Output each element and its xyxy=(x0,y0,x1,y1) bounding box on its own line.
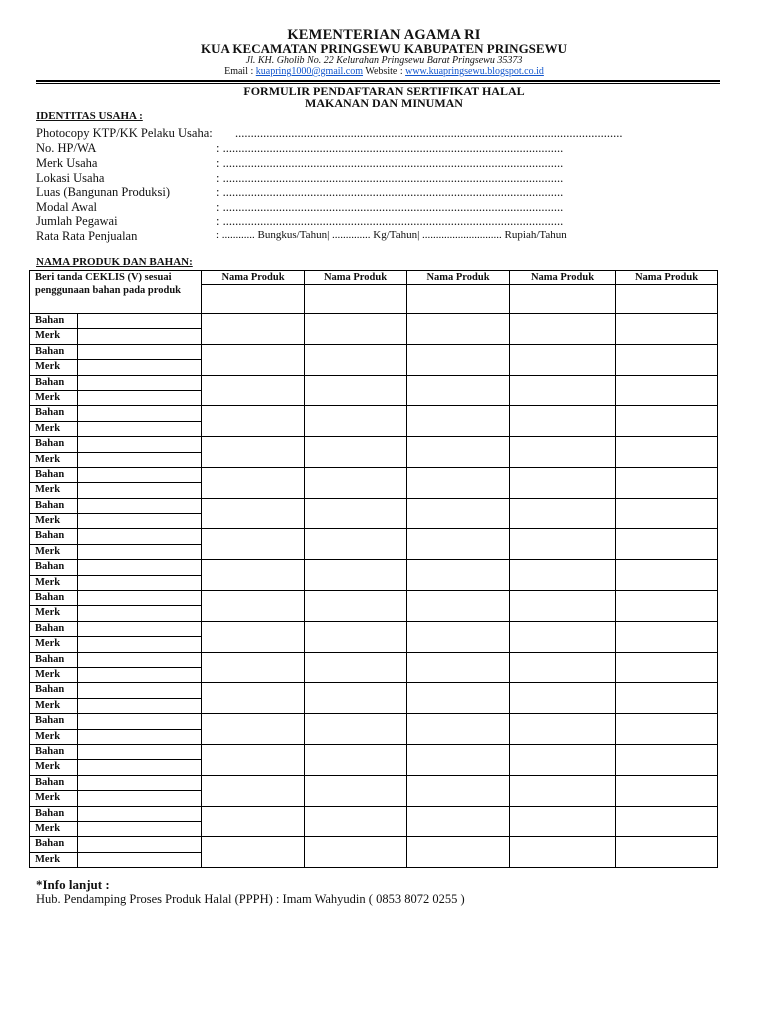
merk-input[interactable] xyxy=(78,452,202,467)
bahan-label: Bahan xyxy=(30,314,78,329)
table-row xyxy=(30,560,718,575)
email-link[interactable]: kuapring1000@gmail.com xyxy=(255,66,364,77)
checklist-cell[interactable] xyxy=(510,652,616,683)
checklist-cell[interactable] xyxy=(407,744,510,775)
checklist-cell[interactable] xyxy=(510,591,616,622)
field-label: Modal Awal xyxy=(36,200,97,214)
merk-label: Merk xyxy=(30,667,78,682)
product-name-input[interactable] xyxy=(510,285,616,314)
merk-label: Merk xyxy=(30,637,78,652)
checklist-cell[interactable] xyxy=(510,560,616,591)
checklist-cell[interactable] xyxy=(616,375,718,406)
sales-field[interactable] xyxy=(36,229,567,244)
checklist-cell[interactable] xyxy=(407,344,510,375)
checklist-cell[interactable] xyxy=(616,744,718,775)
bahan-label: Bahan xyxy=(30,560,78,575)
checklist-cell[interactable] xyxy=(202,437,305,468)
bahan-label: Bahan xyxy=(30,406,78,421)
identitas-heading: IDENTITAS USAHA : xyxy=(36,110,143,122)
checklist-cell[interactable] xyxy=(616,714,718,745)
ministry-heading: KEMENTERIAN AGAMA RI xyxy=(287,27,481,43)
bahan-input[interactable] xyxy=(78,344,202,359)
bahan-label: Bahan xyxy=(30,344,78,359)
office-contact xyxy=(0,66,768,77)
merk-input[interactable] xyxy=(78,575,202,590)
checklist-cell[interactable] xyxy=(616,621,718,652)
merk-input[interactable] xyxy=(78,667,202,682)
checklist-cell[interactable] xyxy=(202,560,305,591)
table-row xyxy=(30,744,718,759)
checklist-cell[interactable] xyxy=(510,467,616,498)
checklist-cell[interactable] xyxy=(510,437,616,468)
bahan-input[interactable] xyxy=(78,406,202,421)
checklist-cell[interactable] xyxy=(510,344,616,375)
checklist-cell[interactable] xyxy=(305,621,407,652)
checklist-cell[interactable] xyxy=(202,621,305,652)
field-blank[interactable]: : ............................................................................................................. xyxy=(216,214,564,228)
merk-input[interactable] xyxy=(78,483,202,498)
merk-input[interactable] xyxy=(78,606,202,621)
product-name-header: Nama Produk xyxy=(616,271,718,285)
checklist-cell[interactable] xyxy=(510,714,616,745)
checklist-cell[interactable] xyxy=(305,529,407,560)
table-header-row xyxy=(30,271,718,285)
bahan-label: Bahan xyxy=(30,775,78,790)
merk-label: Merk xyxy=(30,698,78,713)
checklist-cell[interactable] xyxy=(510,498,616,529)
product-name-input[interactable] xyxy=(305,285,407,314)
checklist-cell[interactable] xyxy=(407,714,510,745)
checklist-cell[interactable] xyxy=(407,560,510,591)
checklist-cell[interactable] xyxy=(407,591,510,622)
field-label: Luas (Bangunan Produksi) xyxy=(36,185,171,199)
identitas-field[interactable] xyxy=(36,214,564,229)
checklist-cell[interactable] xyxy=(510,744,616,775)
checklist-cell[interactable] xyxy=(305,652,407,683)
checklist-cell[interactable] xyxy=(202,529,305,560)
office-heading: KUA KECAMATAN PRINGSEWU KABUPATEN PRINGSEWU xyxy=(201,41,567,56)
bahan-label: Bahan xyxy=(30,498,78,513)
checklist-cell[interactable] xyxy=(510,406,616,437)
field-label: Photocopy KTP/KK Pelaku Usaha: xyxy=(36,126,213,140)
product-name-input[interactable] xyxy=(407,285,510,314)
merk-label: Merk xyxy=(30,852,78,867)
header-divider-thick xyxy=(36,80,720,82)
merk-input[interactable] xyxy=(78,852,202,867)
checklist-cell[interactable] xyxy=(510,806,616,837)
table-row xyxy=(30,344,718,359)
bahan-input[interactable] xyxy=(78,683,202,698)
field-blank[interactable]: : ............................................................................................................. xyxy=(216,200,564,214)
merk-label: Merk xyxy=(30,544,78,559)
merk-label: Merk xyxy=(30,360,78,375)
checklist-cell[interactable] xyxy=(510,529,616,560)
bahan-label: Bahan xyxy=(30,375,78,390)
table-row xyxy=(30,652,718,667)
product-name-header: Nama Produk xyxy=(407,271,510,285)
website-link[interactable]: www.kuapringsewu.blogspot.co.id xyxy=(405,66,544,77)
bahan-label: Bahan xyxy=(30,683,78,698)
merk-input[interactable] xyxy=(78,390,202,405)
table-row xyxy=(30,529,718,544)
checklist-cell[interactable] xyxy=(305,775,407,806)
checklist-cell[interactable] xyxy=(202,806,305,837)
produk-bahan-table xyxy=(29,270,718,868)
merk-label: Merk xyxy=(30,329,78,344)
merk-input[interactable] xyxy=(78,544,202,559)
checklist-cell[interactable] xyxy=(305,437,407,468)
produk-heading: NAMA PRODUK DAN BAHAN: xyxy=(36,256,193,268)
merk-input[interactable] xyxy=(78,821,202,836)
checklist-cell[interactable] xyxy=(202,467,305,498)
instruction-cell: Beri tanda CEKLIS (V) sesuai penggunaan bahan pada produk xyxy=(30,271,202,314)
checklist-cell[interactable] xyxy=(305,375,407,406)
bahan-input[interactable] xyxy=(78,314,202,329)
bahan-input[interactable] xyxy=(78,498,202,513)
merk-input[interactable] xyxy=(78,514,202,529)
bahan-label: Bahan xyxy=(30,529,78,544)
merk-label: Merk xyxy=(30,483,78,498)
checklist-cell[interactable] xyxy=(305,560,407,591)
field-blank[interactable]: ............................................................................................................................ xyxy=(235,126,623,140)
checklist-cell[interactable] xyxy=(407,806,510,837)
checklist-cell[interactable] xyxy=(202,406,305,437)
checklist-cell[interactable] xyxy=(202,775,305,806)
table-row xyxy=(30,806,718,821)
checklist-cell[interactable] xyxy=(305,837,407,868)
checklist-cell[interactable] xyxy=(510,837,616,868)
identitas-field[interactable] xyxy=(36,126,623,141)
checklist-cell[interactable] xyxy=(510,683,616,714)
checklist-cell[interactable] xyxy=(407,375,510,406)
checklist-cell[interactable] xyxy=(616,406,718,437)
checklist-cell[interactable] xyxy=(407,621,510,652)
checklist-cell[interactable] xyxy=(202,837,305,868)
bahan-label: Bahan xyxy=(30,591,78,606)
merk-label: Merk xyxy=(30,390,78,405)
merk-label: Merk xyxy=(30,821,78,836)
checklist-cell[interactable] xyxy=(305,498,407,529)
checklist-cell[interactable] xyxy=(305,406,407,437)
website-label: Website : xyxy=(363,66,406,77)
checklist-cell[interactable] xyxy=(407,837,510,868)
merk-label: Merk xyxy=(30,452,78,467)
form-title: FORMULIR PENDAFTARAN SERTIFIKAT HALAL xyxy=(243,84,525,98)
merk-label: Merk xyxy=(30,606,78,621)
checklist-cell[interactable] xyxy=(305,714,407,745)
form-subtitle: MAKANAN DAN MINUMAN xyxy=(305,96,463,110)
email-label: Email : xyxy=(224,66,256,77)
checklist-cell[interactable] xyxy=(616,314,718,345)
checklist-cell[interactable] xyxy=(202,714,305,745)
checklist-cell[interactable] xyxy=(616,591,718,622)
product-name-input[interactable] xyxy=(202,285,305,314)
field-blank[interactable]: : ............ Bungkus/Tahun| .............. Kg/Tahun| ............................. Rupiah/Tahun xyxy=(216,229,567,241)
bahan-input[interactable] xyxy=(78,652,202,667)
bahan-label: Bahan xyxy=(30,652,78,667)
table-row xyxy=(30,591,718,606)
merk-input[interactable] xyxy=(78,421,202,436)
checklist-cell[interactable] xyxy=(616,529,718,560)
product-name-header: Nama Produk xyxy=(305,271,407,285)
table-row xyxy=(30,375,718,390)
bahan-input[interactable] xyxy=(78,775,202,790)
merk-input[interactable] xyxy=(78,698,202,713)
merk-input[interactable] xyxy=(78,760,202,775)
merk-input[interactable] xyxy=(78,360,202,375)
checklist-cell[interactable] xyxy=(305,314,407,345)
merk-label: Merk xyxy=(30,514,78,529)
bahan-input[interactable] xyxy=(78,621,202,636)
table-row xyxy=(30,683,718,698)
checklist-cell[interactable] xyxy=(616,837,718,868)
merk-label: Merk xyxy=(30,421,78,436)
checklist-cell[interactable] xyxy=(407,467,510,498)
bahan-label: Bahan xyxy=(30,621,78,636)
identitas-field[interactable] xyxy=(36,171,564,186)
identitas-field[interactable] xyxy=(36,200,564,215)
product-name-header: Nama Produk xyxy=(202,271,305,285)
identitas-field[interactable] xyxy=(36,185,564,200)
checklist-cell[interactable] xyxy=(407,498,510,529)
bahan-input[interactable] xyxy=(78,467,202,482)
table-row xyxy=(30,467,718,482)
bahan-label: Bahan xyxy=(30,437,78,452)
checklist-cell[interactable] xyxy=(202,498,305,529)
field-label: No. HP/WA xyxy=(36,141,97,155)
merk-input[interactable] xyxy=(78,791,202,806)
checklist-cell[interactable] xyxy=(202,314,305,345)
bahan-input[interactable] xyxy=(78,714,202,729)
table-row xyxy=(30,406,718,421)
checklist-cell[interactable] xyxy=(202,591,305,622)
checklist-cell[interactable] xyxy=(202,652,305,683)
table-row xyxy=(30,437,718,452)
checklist-cell[interactable] xyxy=(616,775,718,806)
field-blank[interactable]: : ............................................................................................................. xyxy=(216,185,564,199)
table-row xyxy=(30,714,718,729)
table-row xyxy=(30,775,718,790)
checklist-cell[interactable] xyxy=(616,498,718,529)
product-name-input[interactable] xyxy=(616,285,718,314)
identitas-field[interactable] xyxy=(36,156,564,171)
table-row xyxy=(30,621,718,636)
identitas-field[interactable] xyxy=(36,141,564,156)
checklist-cell[interactable] xyxy=(616,683,718,714)
checklist-cell[interactable] xyxy=(510,375,616,406)
bahan-input[interactable] xyxy=(78,591,202,606)
bahan-input[interactable] xyxy=(78,837,202,852)
product-name-header: Nama Produk xyxy=(510,271,616,285)
checklist-cell[interactable] xyxy=(202,375,305,406)
checklist-cell[interactable] xyxy=(305,744,407,775)
checklist-cell[interactable] xyxy=(407,652,510,683)
bahan-input[interactable] xyxy=(78,529,202,544)
bahan-label: Bahan xyxy=(30,467,78,482)
checklist-cell[interactable] xyxy=(202,344,305,375)
bahan-label: Bahan xyxy=(30,837,78,852)
bahan-input[interactable] xyxy=(78,744,202,759)
merk-label: Merk xyxy=(30,760,78,775)
checklist-cell[interactable] xyxy=(510,775,616,806)
field-label: Jumlah Pegawai xyxy=(36,214,118,228)
merk-input[interactable] xyxy=(78,637,202,652)
checklist-cell[interactable] xyxy=(305,467,407,498)
info-label: *Info lanjut : xyxy=(36,877,110,892)
bahan-input[interactable] xyxy=(78,806,202,821)
table-row xyxy=(30,498,718,513)
field-blank[interactable]: : ............................................................................................................. xyxy=(216,171,564,185)
merk-label: Merk xyxy=(30,729,78,744)
bahan-label: Bahan xyxy=(30,744,78,759)
checklist-cell[interactable] xyxy=(510,621,616,652)
bahan-input[interactable] xyxy=(78,560,202,575)
checklist-cell[interactable] xyxy=(616,467,718,498)
checklist-cell[interactable] xyxy=(407,529,510,560)
checklist-cell[interactable] xyxy=(305,806,407,837)
merk-label: Merk xyxy=(30,575,78,590)
merk-input[interactable] xyxy=(78,729,202,744)
field-blank[interactable]: : ............................................................................................................. xyxy=(216,156,564,170)
checklist-cell[interactable] xyxy=(407,314,510,345)
merk-input[interactable] xyxy=(78,329,202,344)
field-label: Lokasi Usaha xyxy=(36,171,105,185)
checklist-cell[interactable] xyxy=(616,806,718,837)
bahan-label: Bahan xyxy=(30,714,78,729)
checklist-cell[interactable] xyxy=(202,683,305,714)
checklist-cell[interactable] xyxy=(616,652,718,683)
checklist-cell[interactable] xyxy=(305,344,407,375)
bahan-input[interactable] xyxy=(78,375,202,390)
contact-person: Hub. Pendamping Proses Produk Halal (PPPH) : Imam Wahyudin ( 0853 8072 0255 ) xyxy=(36,892,465,906)
checklist-cell[interactable] xyxy=(616,344,718,375)
field-label: Merk Usaha xyxy=(36,156,98,170)
checklist-cell[interactable] xyxy=(305,591,407,622)
checklist-cell[interactable] xyxy=(305,683,407,714)
field-label: Rata Rata Penjualan xyxy=(36,229,138,243)
checklist-cell[interactable] xyxy=(616,560,718,591)
field-blank[interactable]: : ............................................................................................................. xyxy=(216,141,564,155)
checklist-cell[interactable] xyxy=(202,744,305,775)
checklist-cell[interactable] xyxy=(407,775,510,806)
office-address: Jl. KH. Gholib No. 22 Kelurahan Pringsewu Barat Pringsewu 35373 xyxy=(245,55,523,66)
table-row xyxy=(30,837,718,852)
bahan-label: Bahan xyxy=(30,806,78,821)
checklist-cell[interactable] xyxy=(407,406,510,437)
checklist-cell[interactable] xyxy=(407,437,510,468)
merk-label: Merk xyxy=(30,791,78,806)
checklist-cell[interactable] xyxy=(510,314,616,345)
checklist-cell[interactable] xyxy=(407,683,510,714)
bahan-input[interactable] xyxy=(78,437,202,452)
table-row xyxy=(30,314,718,329)
checklist-cell[interactable] xyxy=(616,437,718,468)
